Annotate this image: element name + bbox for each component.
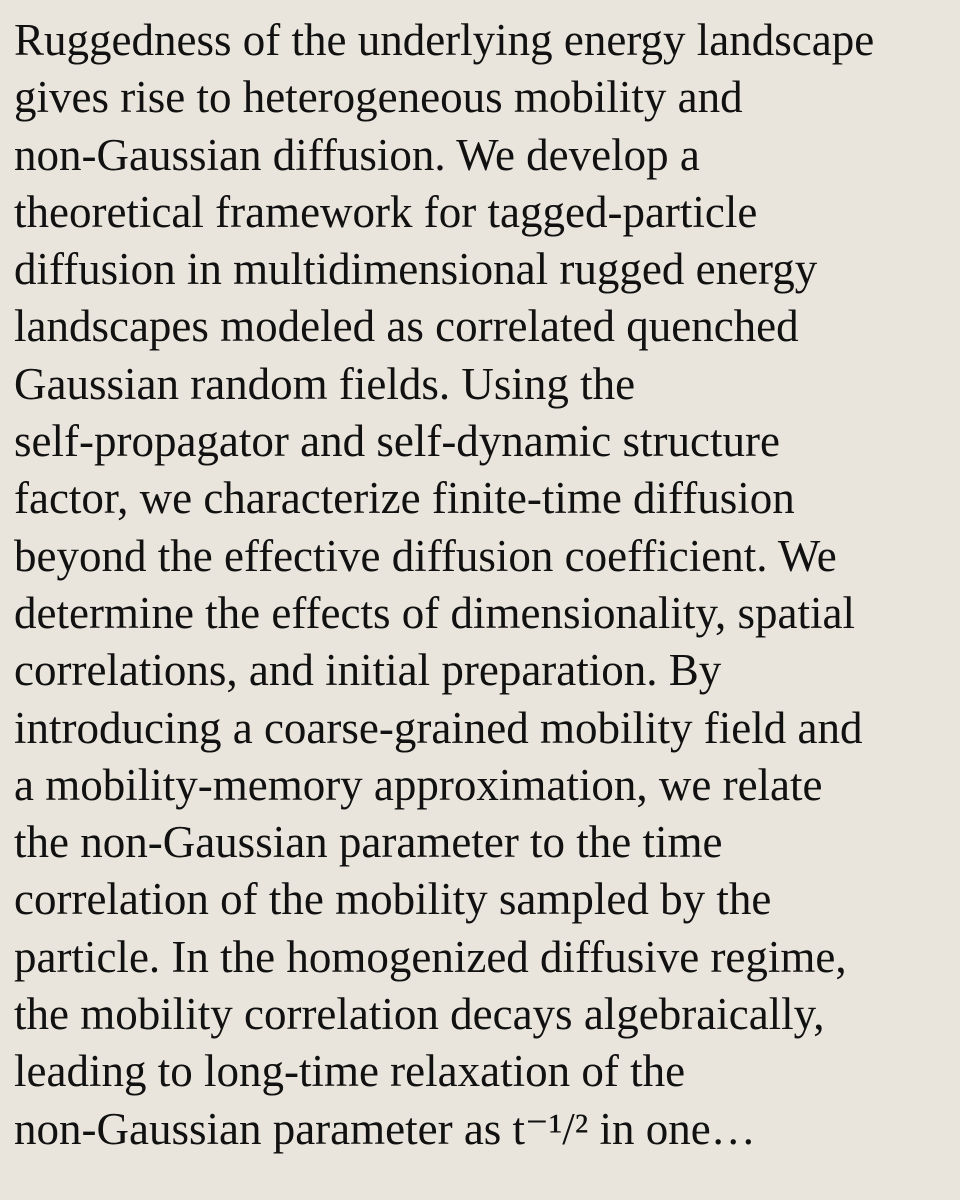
abstract-line: Gaussian random fields. Using the — [14, 358, 636, 409]
abstract-line: beyond the effective diffusion coefficient. We — [14, 530, 837, 581]
abstract-paragraph — [14, 12, 946, 1158]
abstract-line: diffusion in multidimensional rugged energy — [14, 244, 818, 295]
abstract-line: leading to long-time relaxation of the — [14, 1046, 686, 1097]
abstract-line: particle. In the homogenized diffusive regime, — [14, 931, 847, 982]
abstract-line: Ruggedness of the underlying energy landscape — [14, 15, 875, 65]
abstract-line: gives rise to heterogeneous mobility and — [14, 72, 743, 123]
abstract-line: landscapes modeled as correlated quenched — [14, 301, 799, 352]
abstract-line: the non-Gaussian parameter to the time — [14, 817, 723, 868]
abstract-line: non-Gaussian parameter as t⁻¹/² in one… — [14, 1103, 756, 1154]
abstract-line: introducing a coarse-grained mobility field and — [14, 702, 863, 753]
abstract-line: theoretical framework for tagged-particle — [14, 186, 758, 237]
abstract-line: a mobility-memory approximation, we relate — [14, 759, 823, 810]
abstract-line: factor, we characterize finite-time diffusion — [14, 473, 795, 524]
abstract-line: the mobility correlation decays algebraically, — [14, 989, 825, 1040]
abstract-line: correlations, and initial preparation. By — [14, 645, 722, 696]
abstract-line: determine the effects of dimensionality, spatial — [14, 587, 855, 638]
abstract-line: non-Gaussian diffusion. We develop a — [14, 129, 700, 180]
abstract-line: correlation of the mobility sampled by the — [14, 874, 772, 925]
abstract-line: self-propagator and self-dynamic structure — [14, 416, 780, 467]
